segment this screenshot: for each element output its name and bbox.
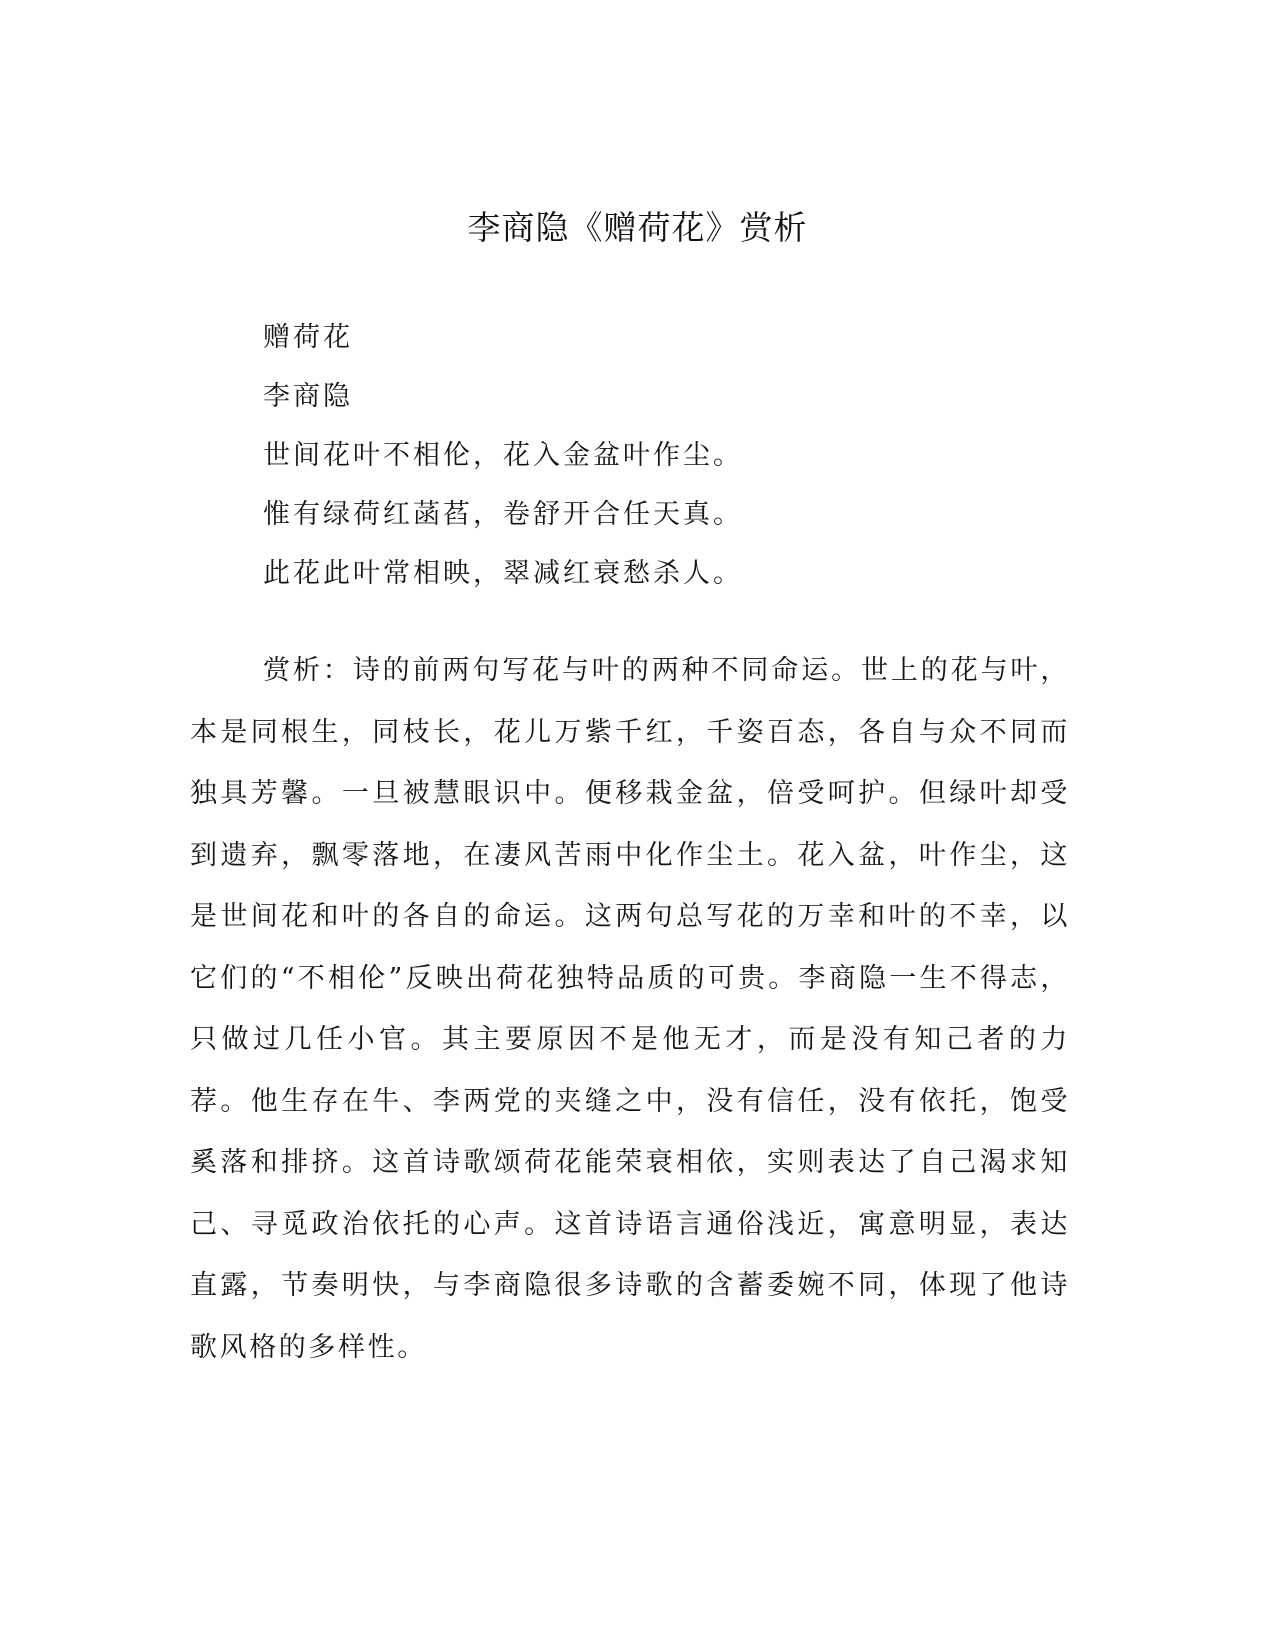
- poem-line-3: 此花此叶常相映，翠减红衰愁杀人。: [263, 558, 743, 589]
- poem-author: 李商隐: [263, 381, 353, 412]
- document-title: 李商隐《赠荷花》赏析: [467, 208, 808, 247]
- poem-line-1: 世间花叶不相伦，花入金盆叶作尘。: [263, 440, 743, 471]
- poem-title: 赠荷花: [263, 322, 353, 353]
- poem-line-2: 惟有绿荷红菡萏，卷舒开合任天真。: [263, 499, 743, 530]
- analysis-paragraph: 赏析：诗的前两句写花与叶的两种不同命运。世上的花与叶，本是同根生，同枝长，花儿万紫千红，千姿百态，各自与众不同而独具芳馨。一旦被慧眼识中。便移栽金盆，倍受呵护。但绿叶却受到遗弃，飘零落地，在凄风苦雨中化作尘土。花入盆，叶作尘，这是世间花和叶的各自的命运。这两句总写花的万幸和叶的不幸，以它们的“不相伦”反映出荷花独特品质的可贵。李商隐一生不得志，只做过几任小官。其主要原因不是他无才，而是没有知己者的力荐。他生存在牛、李两党的夹缝之中，没有信任，没有依托，饱受奚落和排挤。这首诗歌颂荷花能荣衰相依，实则表达了自己渴求知己、寻觅政治依托的心声。这首诗语言通俗浅近，寓意明显，表达直露，节奏明快，与李商隐很多诗歌的含蓄委婉不同，体现了他诗歌风格的多样性。: [190, 655, 1070, 1363]
